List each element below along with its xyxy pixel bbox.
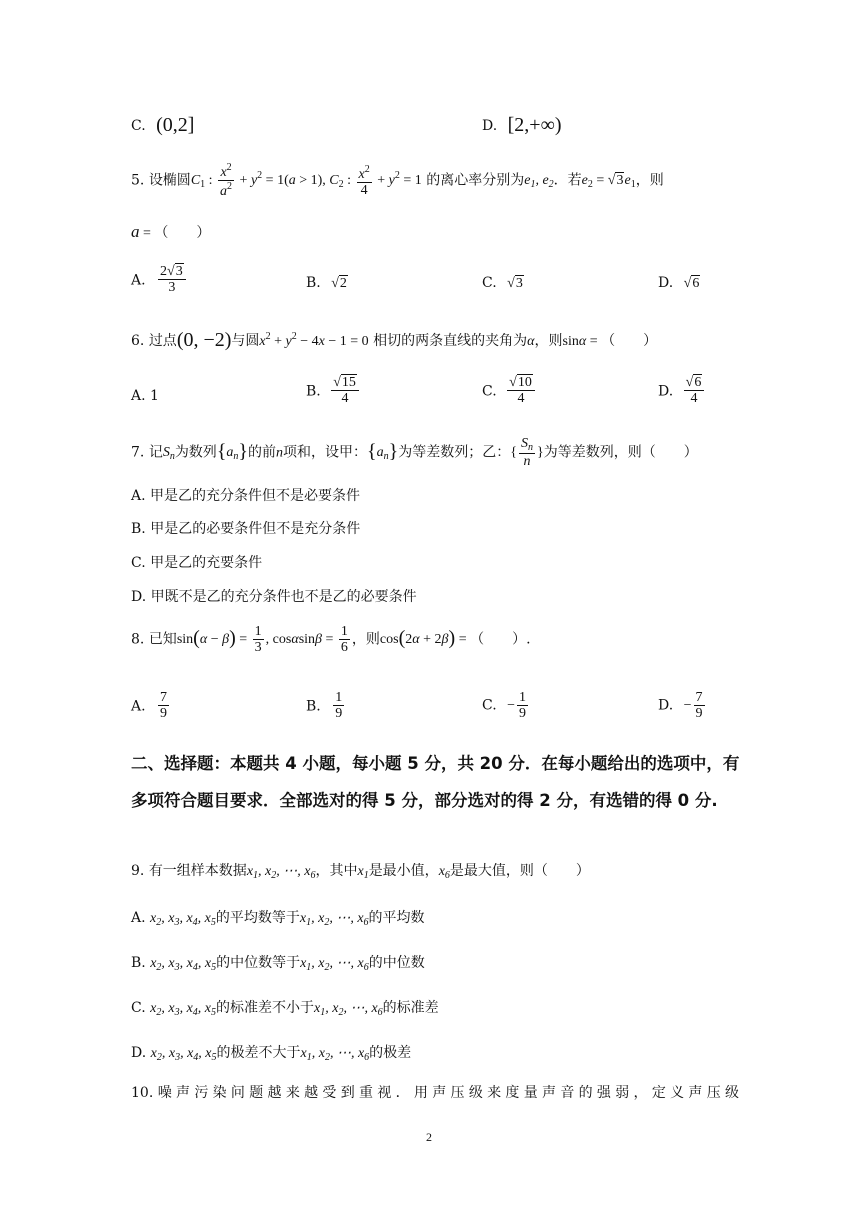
ellipse-c1-equation: $C_1$ : $\frac{x^2}{a^2}$ + $y^2 = 1(a > 1)$, $C_2$ : $\frac{x^2}{4}$ + $y^2 = 1$ [190, 162, 422, 200]
q8-option-b: B. $\frac{1}{9}$ [306, 690, 343, 722]
q7-option-b: B. 甲是乙的必要条件但不是充分条件 [131, 521, 361, 537]
q6-option-d: D. $\frac{√6}{4}$ [658, 375, 706, 407]
q4-option-c-value: (0,2] [156, 114, 195, 136]
question-10-stem: 10. 噪声污染问题越来越受到重视．用声压级来度量声音的强弱，定义声压级 [131, 1085, 744, 1101]
q7-option-c: C. 甲是乙的充要条件 [131, 555, 263, 571]
question-7-stem: 7. 记$S_n$为数列$\{a_n\}$的前n项和，设甲：$\{a_n\}$为等差数列；乙：{ $\frac{S_n}{n}$ }为等差数列，则（ ） [131, 436, 698, 469]
q5-option-d: D. √6 [658, 275, 700, 291]
section-2-heading: 二、选择题：本题共 4 小题，每小题 5 分，共 20 分．在每小题给出的选项中，有多项符合题目要求．全部选对的得 5 分，部分选对的得 2 分，有选错的得 0 分. [131, 754, 740, 810]
q5-option-c: C. √3 [482, 275, 523, 291]
q6-option-a: A. 1 [131, 388, 159, 404]
question-5-stem: 5. 设椭圆$C_1$ : $\frac{x^2}{a^2}$ + $y^2 = 1(a > 1)$, $C_2$ : $\frac{x^2}{4}$ + $y^2 = 1$ 的离心率分别为$e_1$, $e_2$．若$e_2 = √3e_1$，则 [131, 162, 664, 200]
q9-option-a: A. $x_2$, $x_3$, $x_4$, $x_5$的平均数等于$x_1$, $x_2$, ⋯, $x_6$的平均数 [131, 910, 425, 928]
question-9-stem: 9. 有一组样本数据$x_1$, $x_2$, ⋯, $x_6$，其中$x_1$是最小值，$x_6$是最大值，则（ ） [131, 863, 590, 881]
q5-option-b: B. √2 [306, 275, 347, 291]
question-8-stem: 8. 已知sin(α − β) = $\frac{1}{3}$ , cosαsinβ = $\frac{1}{6}$ ，则cos(2α + 2β) = （ ）. [131, 624, 531, 656]
eccentricities: $e_1$, $e_2$ [524, 173, 554, 191]
q9-option-b: B. $x_2$, $x_3$, $x_4$, $x_5$的中位数等于$x_1$, $x_2$, ⋯, $x_6$的中位数 [131, 955, 425, 973]
q8-option-a: A. $\frac{7}{9}$ [131, 690, 168, 722]
q6-option-b: B. $\frac{√15}{4}$ [306, 375, 361, 407]
q8-option-d: D. − $\frac{7}{9}$ [658, 690, 703, 722]
q8-option-c: C. − $\frac{1}{9}$ [482, 690, 527, 722]
q7-option-d: D. 甲既不是乙的充分条件也不是乙的必要条件 [131, 589, 417, 605]
q4-option-d-value: [2,+∞) [507, 114, 562, 136]
q4-option-c: C. (0,2] [131, 114, 195, 136]
question-5-ask: a = （ ） [131, 222, 211, 241]
q9-option-d: D. $x_2$, $x_3$, $x_4$, $x_5$的极差不大于$x_1$, $x_2$, ⋯, $x_6$的极差 [131, 1045, 412, 1063]
eccentricity-relation: $e_2 = √3e_1$ [581, 173, 636, 191]
q6-option-c: C. $\frac{√10}{4}$ [482, 375, 537, 407]
question-6-stem: 6. 过点(0, −2)与圆$x^2 + y^2 - 4x - 1 = 0$ 相切的两条直线的夹角为α，则sinα = （ ） [131, 329, 658, 351]
q4-option-d: D. [2,+∞) [482, 114, 562, 136]
trig-conditions: sin(α − β) = $\frac{1}{3}$ , cosαsinβ = $\frac{1}{6}$ [176, 624, 348, 656]
circle-equation: $x^2 + y^2 - 4x - 1 = 0$ [259, 331, 369, 349]
q7-option-a: A. 甲是乙的充分条件但不是必要条件 [131, 488, 361, 504]
q9-option-c: C. $x_2$, $x_3$, $x_4$, $x_5$的标准差不小于$x_1$, $x_2$, ⋯, $x_6$的标准差 [131, 1000, 439, 1018]
point-0-neg2: (0, −2) [176, 329, 232, 351]
page-number: 2 [426, 1130, 432, 1144]
q5-option-a: A. $\frac{2√3}{3}$ [131, 264, 188, 296]
